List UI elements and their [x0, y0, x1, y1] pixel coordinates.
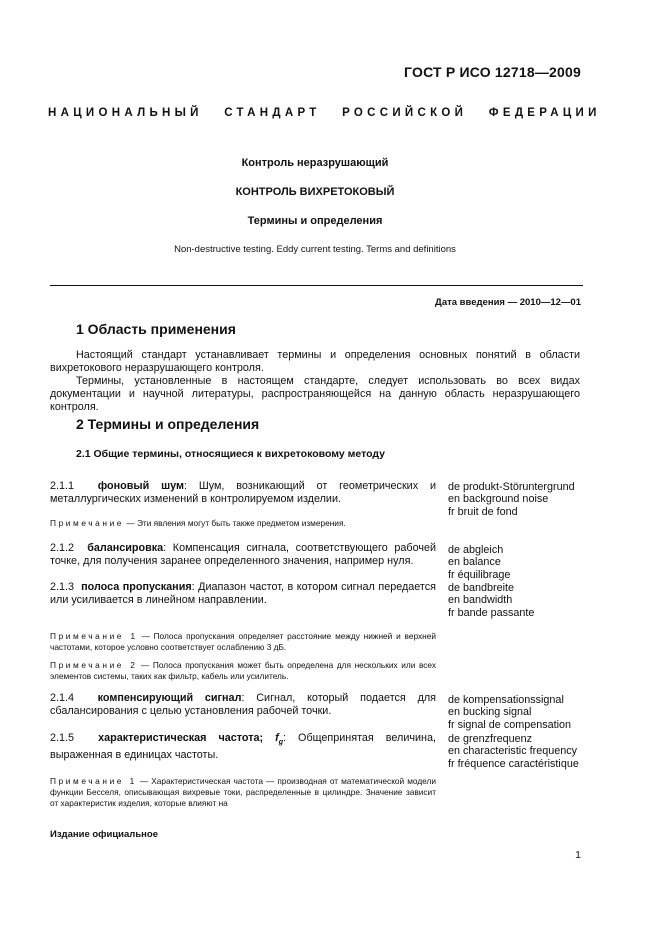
equivalent-fr: fr signal de compensation [448, 718, 572, 731]
introduction-date: Дата введения — 2010—12—01 [435, 297, 581, 308]
note-text: — Полоса пропускания может быть определена для нескольких или всех элементов системы, таких как фильтр, кабель или усилитель. [50, 660, 436, 682]
term-2-1-1-equivalents [448, 481, 618, 518]
term-definition: : Шум, возникающий от геометрических и металлургических изменений в контролируемом изделии. [50, 480, 436, 505]
term-number: 2.1.2 [50, 542, 75, 554]
official-edition-label: Издание официальное [50, 829, 158, 840]
term-2-1-2-equivalents [448, 544, 618, 581]
note-2-1-3-2 [50, 660, 436, 682]
term-2-1-3 [50, 581, 436, 607]
term-name: компенсирующий сигнал [97, 692, 242, 704]
note-label: Примечание 2 [50, 660, 138, 670]
equivalent-de: de grenzfrequenz [448, 733, 533, 745]
term-2-1-4-equivalents [448, 694, 618, 731]
term-number: 2.1.1 [50, 480, 75, 492]
note-2-1-5-1 [50, 776, 436, 810]
term-number: 2.1.4 [50, 692, 75, 704]
section-2-heading: 2 Термины и определения [76, 416, 260, 432]
term-number: 2.1.5 [50, 732, 75, 744]
english-title: Non-destructive testing. Eddy current testing. Terms and definitions [174, 244, 456, 255]
note-label: Примечание [50, 518, 125, 528]
term-2-1-5 [50, 732, 436, 762]
page-number: 1 [575, 849, 581, 861]
section-1-paragraph-1: Настоящий стандарт устанавливает термины и определения основных понятий в области вихретокового неразрушающего контроля. [50, 349, 580, 374]
note-label: Примечание 1 [50, 776, 137, 786]
equivalent-fr: fr fréquence caractéristique [448, 757, 579, 770]
equivalent-en: en characteristic frequency [448, 745, 578, 758]
equivalent-de: de bandbreite [448, 582, 515, 594]
equivalent-fr: fr équilibrage [448, 568, 511, 581]
title-line-1: Контроль неразрушающий [241, 157, 389, 169]
term-2-1-1 [50, 480, 436, 506]
term-definition: : Общепринятая величина, выраженная в единицах частоты. [50, 732, 437, 762]
note-text: — Эти явления могут быть также предметом измерения. [124, 518, 346, 528]
term-2-1-4 [50, 692, 436, 718]
term-2-1-3-equivalents [448, 582, 618, 619]
note-text: — Полоса пропускания определяет расстояние между нижней и верхней частотами, которое условно соответствует ослаблению 3 дБ. [50, 631, 436, 653]
national-standard-banner: НАЦИОНАЛЬНЫЙ СТАНДАРТ РОССИЙСКОЙ ФЕДЕРАЦИИ [48, 107, 601, 119]
title-line-2: КОНТРОЛЬ ВИХРЕТОКОВЫЙ [235, 186, 395, 198]
note-2-1-1 [50, 518, 436, 529]
equivalent-en: en bandwidth [448, 594, 513, 607]
title-line-3: Термины и определения [247, 215, 383, 227]
term-definition: : Компенсация сигнала, соответствующего рабочей точке, для получения заранее определенного значения, например нуля. [50, 542, 436, 567]
equivalent-fr: fr bruit de fond [448, 505, 518, 518]
note-text: — Характеристическая частота — производная от математической модели функции Бесселя, описывающая вихревые токи, распределенные в цилиндре. Значение зависит от характеристик изделия, которые влияют на [50, 776, 436, 809]
term-name: характеристическая частота; [98, 732, 276, 744]
term-number: 2.1.3 [50, 581, 75, 593]
term-name: полоса пропускания [81, 581, 192, 593]
equivalent-en: en background noise [448, 493, 549, 506]
term-name: фоновый шум [97, 480, 184, 492]
equivalent-de: de kompensationssignal [448, 694, 564, 706]
term-2-1-2 [50, 542, 436, 568]
section-1-heading: 1 Область применения [76, 321, 236, 337]
note-2-1-3-1 [50, 631, 436, 653]
equivalent-fr: fr bande passante [448, 606, 535, 619]
document-number: ГОСТ Р ИСО 12718—2009 [404, 64, 581, 80]
term-definition: : Сигнал, который подается для сбалансирования с целью установления рабочей точки. [50, 692, 437, 717]
equivalent-en: en bucking signal [448, 706, 532, 719]
section-1-paragraph-2: Термины, установленные в настоящем стандарте, следует использовать во всех видах документации и научной литературы, распространяющейся на данную область неразрушающего контроля. [50, 375, 580, 413]
term-symbol: f [275, 732, 279, 744]
equivalent-en: en balance [448, 556, 501, 569]
term-2-1-5-equivalents [448, 733, 618, 770]
subsection-2-1-heading: 2.1 Общие термины, относящиеся к вихретоковому методу [76, 448, 385, 460]
horizontal-divider [50, 285, 583, 286]
term-definition: : Диапазон частот, в котором сигнал передается или усиливается в линейном направлении. [50, 581, 436, 606]
term-symbol-subscript: g [278, 739, 284, 747]
term-name: балансировка [87, 542, 164, 554]
equivalent-de: de produkt-Störuntergrund [448, 481, 575, 493]
equivalent-de: de abgleich [448, 544, 504, 556]
note-label: Примечание 1 [50, 631, 138, 641]
